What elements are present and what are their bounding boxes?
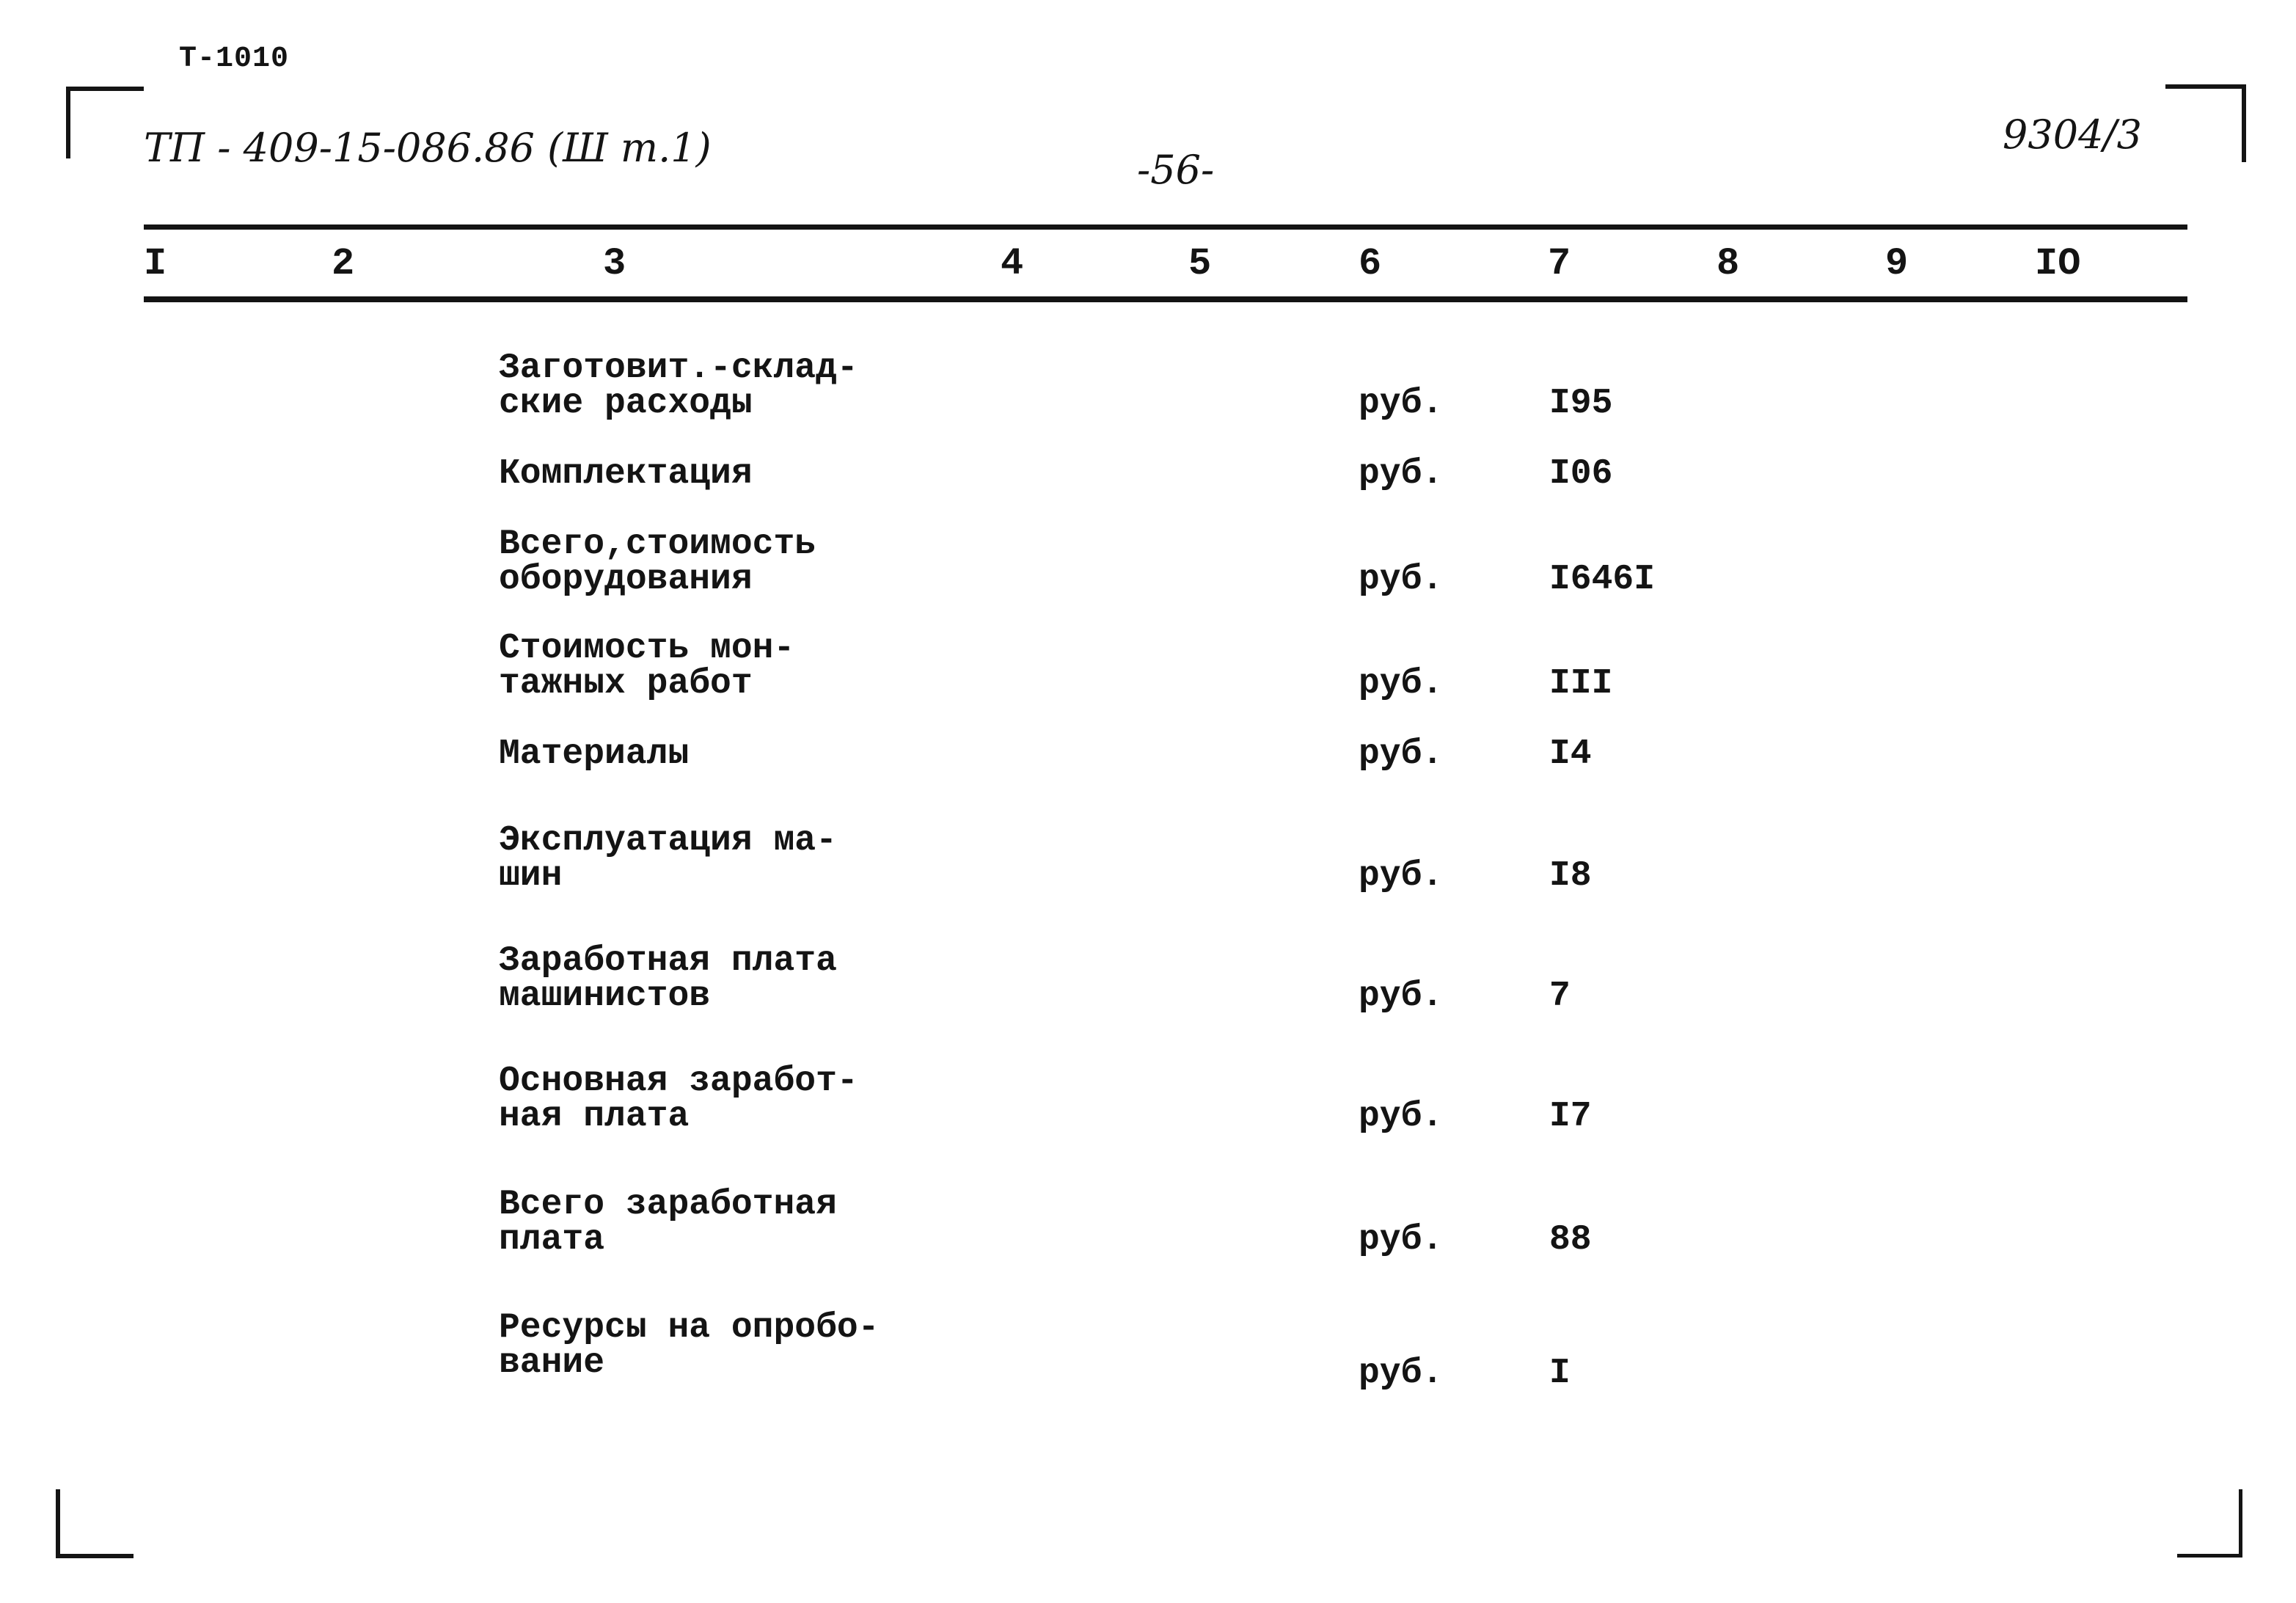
row-value: 88: [1549, 1220, 1592, 1260]
column-number-5: 5: [1188, 242, 1212, 285]
row-unit: руб.: [1359, 1097, 1444, 1136]
row-unit: руб.: [1359, 664, 1444, 704]
row-name: Всего,стоимость оборудования: [499, 525, 816, 599]
row-name: Стоимость мон- тажных работ: [499, 629, 795, 704]
row-name: Основная заработ- ная плата: [499, 1062, 858, 1136]
column-number-6: 6: [1359, 242, 1382, 285]
row-name: Заготовит.-склад- ские расходы: [499, 348, 858, 423]
frame-corner-bottom-right: [2177, 1489, 2242, 1558]
document-number: ТП - 409-15-086.86 (Ш т.1): [144, 125, 712, 171]
row-value: I646I: [1549, 560, 1656, 599]
row-name: Заработная плата машинистов: [499, 941, 837, 1016]
row-unit: руб.: [1359, 976, 1444, 1016]
row-unit: руб.: [1359, 1220, 1444, 1260]
row-value: III: [1549, 664, 1613, 704]
row-value: I8: [1549, 856, 1592, 896]
frame-corner-bottom-left: [56, 1489, 134, 1558]
column-number-8: 8: [1716, 242, 1740, 285]
column-number-10: IO: [2035, 242, 2081, 285]
frame-corner-top-right: [2165, 84, 2246, 162]
row-unit: руб.: [1359, 856, 1444, 896]
row-name: Эксплуатация ма- шин: [499, 821, 837, 896]
row-name: Материалы: [499, 734, 690, 774]
page-number: -56-: [1137, 147, 1215, 193]
row-name: Ресурсы на опробо- вание: [499, 1308, 880, 1383]
column-number-7: 7: [1548, 242, 1571, 285]
document-code: Т-1010: [179, 43, 290, 76]
row-value: I4: [1549, 734, 1592, 774]
column-number-9: 9: [1885, 242, 1909, 285]
header-rule-top: [144, 224, 2187, 230]
sheet-reference: 9304/3: [2003, 112, 2142, 158]
row-value: I7: [1549, 1097, 1592, 1136]
column-number-3: 3: [603, 242, 626, 285]
row-value: I06: [1549, 454, 1613, 494]
row-value: I: [1549, 1354, 1571, 1393]
column-number-1: I: [144, 242, 167, 285]
row-value: I95: [1549, 384, 1613, 423]
column-number-4: 4: [1001, 242, 1024, 285]
row-unit: руб.: [1359, 1354, 1444, 1393]
row-unit: руб.: [1359, 560, 1444, 599]
row-name: Всего заработная плата: [499, 1185, 837, 1260]
column-number-2: 2: [332, 242, 355, 285]
row-value: 7: [1549, 976, 1571, 1016]
row-name: Комплектация: [499, 454, 753, 494]
frame-corner-top-left: [66, 87, 144, 158]
row-unit: руб.: [1359, 384, 1444, 423]
row-unit: руб.: [1359, 734, 1444, 774]
row-unit: руб.: [1359, 454, 1444, 494]
header-rule-bottom: [144, 296, 2187, 302]
